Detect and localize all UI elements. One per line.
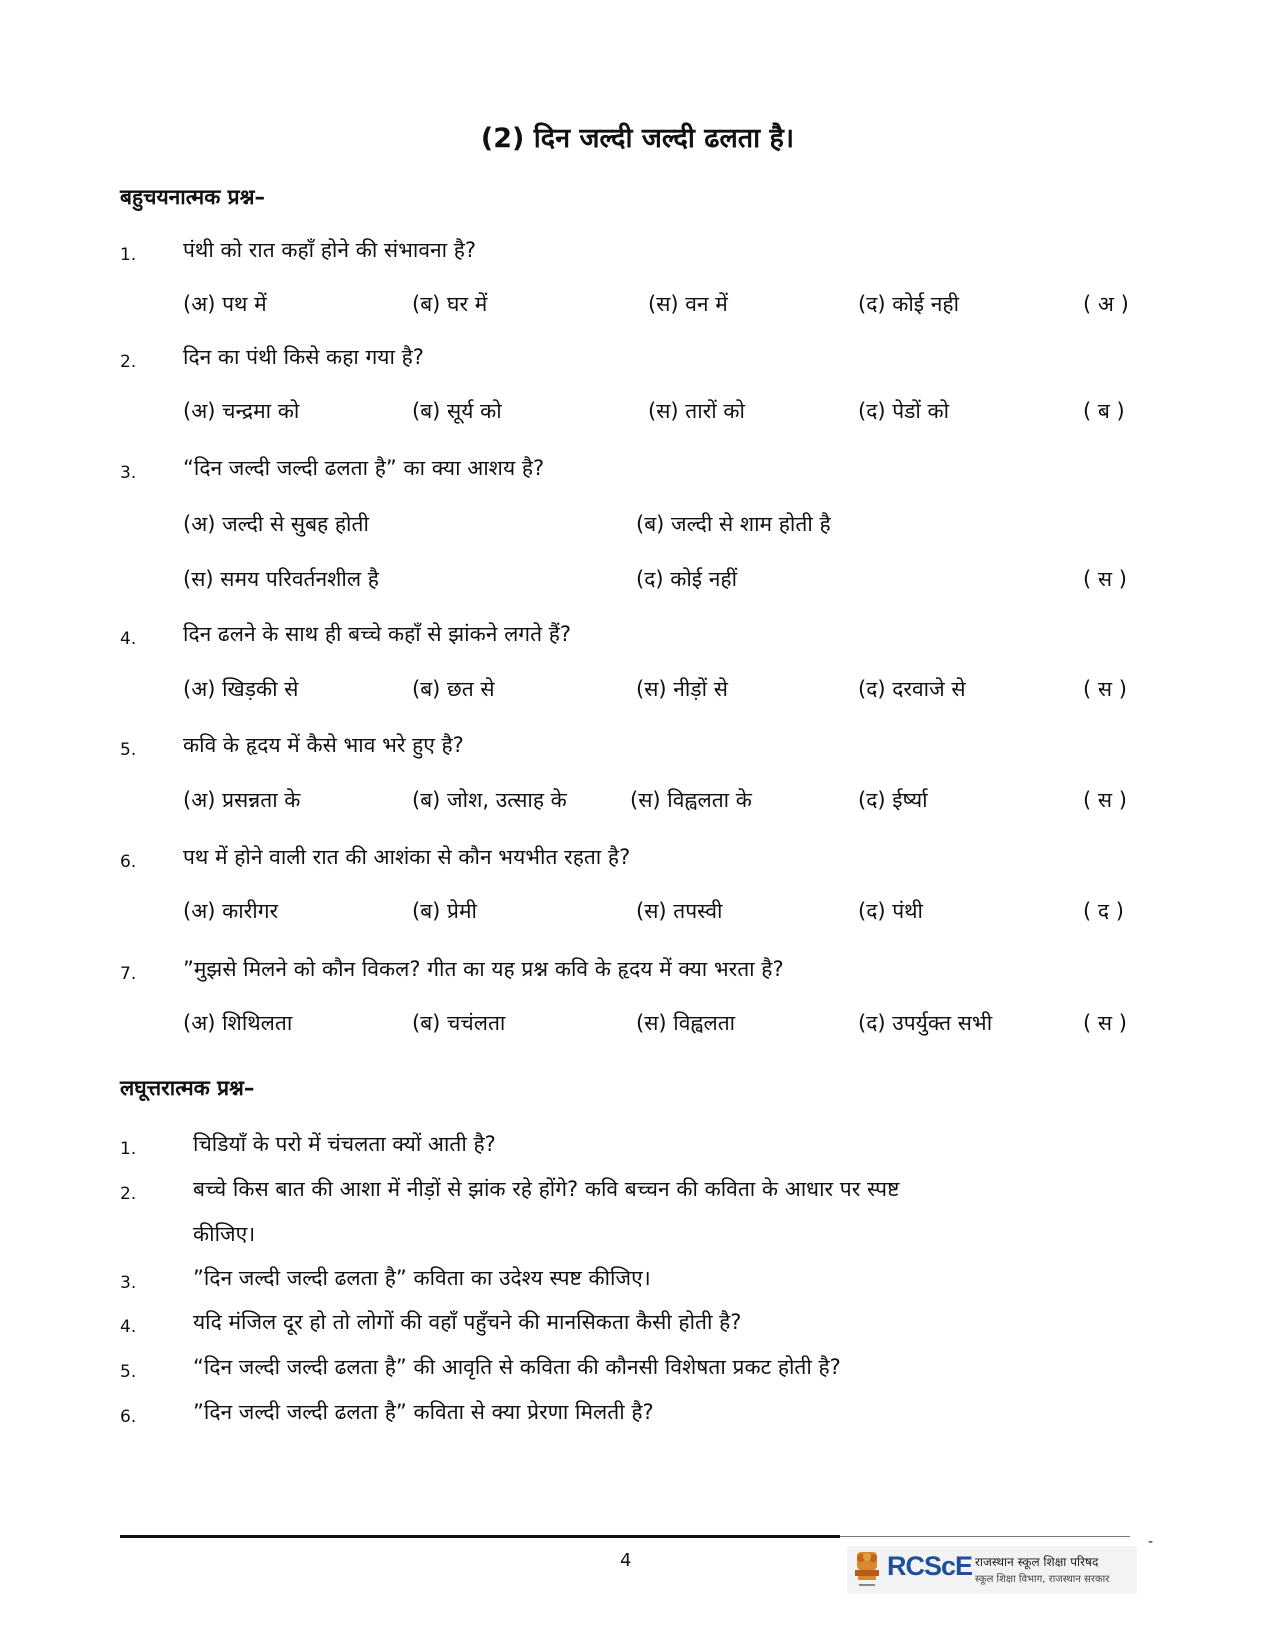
option-d: (द) कोई नहीं	[636, 567, 738, 591]
question-number: 5.	[120, 740, 137, 760]
answer: ( स )	[1083, 677, 1127, 701]
question-number: 7.	[120, 964, 137, 984]
question-text: यदि मंजिल दूर हो तो लोगों की वहाँ पहुँचने की मानसिकता कैसी होती है?	[193, 1310, 742, 1334]
question-text: पथ में होने वाली रात की आशंका से कौन भयभीत रहता है?	[183, 845, 631, 869]
question-number: 6.	[120, 852, 137, 872]
mcq-heading: बहुचयनात्मक प्रश्न–	[120, 185, 265, 209]
question-text: “दिन जल्दी जल्दी ढलता है” की आवृति से कविता की कौनसी विशेषता प्रकट होती है?	[193, 1355, 841, 1379]
logo-dept-name: स्कूल शिक्षा विभाग, राजस्थान सरकार	[975, 1574, 1110, 1585]
option-c: (स) तपस्वी	[636, 899, 723, 923]
question-number: 1.	[120, 245, 137, 265]
short-answer-heading: लघूत्तरात्मक प्रश्न–	[120, 1076, 255, 1100]
question-text: दिन ढलने के साथ ही बच्चे कहाँ से झांकने लगते हैं?	[183, 622, 572, 646]
answer: ( स )	[1083, 788, 1127, 812]
option-a: (अ) जल्दी से सुबह होती	[183, 512, 369, 536]
question-number: 2.	[120, 352, 137, 372]
footer-dash: -	[1148, 1534, 1154, 1550]
option-c: (स) वन में	[648, 292, 728, 316]
option-b: (ब) प्रेमी	[412, 899, 477, 923]
option-a: (अ) कारीगर	[183, 899, 279, 923]
option-c: (स) नीड़ों से	[636, 677, 728, 701]
question-text: ”मुझसे मिलने को कौन विकल? गीत का यह प्रश्न कवि के हृदय में क्या भरता है?	[183, 957, 784, 981]
question-number: 4.	[120, 629, 137, 649]
option-a: (अ) चन्द्रमा को	[183, 399, 300, 423]
option-c: (स) समय परिवर्तनशील है	[183, 567, 379, 591]
question-number: 3.	[120, 1273, 137, 1293]
logo-wordmark: RCScE	[887, 1551, 973, 1581]
state-emblem-icon	[849, 1548, 885, 1592]
logo-org-name: राजस्थान स्कूल शिक्षा परिषद	[975, 1555, 1099, 1569]
option-d: (द) पंथी	[858, 899, 923, 923]
answer: ( अ )	[1083, 292, 1129, 316]
option-a: (अ) पथ में	[183, 292, 267, 316]
question-text: ”दिन जल्दी जल्दी ढलता है” कविता से क्या प्रेरणा मिलती है?	[193, 1400, 654, 1424]
option-a: (अ) प्रसन्नता के	[183, 788, 301, 812]
option-d: (द) कोई नही	[858, 292, 960, 316]
question-number: 3.	[120, 463, 137, 483]
question-number: 4.	[120, 1317, 137, 1337]
footer-rule	[120, 1535, 840, 1538]
question-text: दिन का पंथी किसे कहा गया है?	[183, 345, 424, 369]
option-a: (अ) शिथिलता	[183, 1011, 293, 1035]
option-d: (द) पेडों को	[858, 399, 950, 423]
page-number: 4	[620, 1550, 632, 1571]
option-b: (ब) छत से	[412, 677, 495, 701]
answer: ( स )	[1083, 1011, 1127, 1035]
question-number: 1.	[120, 1139, 137, 1159]
option-c: (स) तारों को	[648, 399, 745, 423]
question-text: कवि के हृदय में कैसे भाव भरे हुए है?	[183, 733, 464, 757]
option-b: (ब) घर में	[412, 292, 488, 316]
option-d: (द) दरवाजे से	[858, 677, 966, 701]
option-b: (ब) जोश, उत्साह के	[412, 788, 567, 812]
question-number: 2.	[120, 1184, 137, 1204]
answer: ( ब )	[1083, 399, 1125, 423]
option-a: (अ) खिड़की से	[183, 677, 299, 701]
option-c: (स) विह्वलता के	[630, 788, 752, 812]
question-number: 5.	[120, 1362, 137, 1382]
answer: ( द )	[1083, 899, 1124, 923]
option-b: (ब) जल्दी से शाम होती है	[636, 512, 831, 536]
question-text: बच्चे किस बात की आशा में नीड़ों से झांक रहे होंगे? कवि बच्चन की कविता के आधार पर स्पष्ट	[193, 1177, 900, 1201]
question-text: “दिन जल्दी जल्दी ढलता है” का क्या आशय है?	[183, 456, 545, 480]
question-text: चिडियाँ के परो में चंचलता क्यों आती है?	[193, 1132, 496, 1156]
question-text: ”दिन जल्दी जल्दी ढलता है” कविता का उदेश्य स्पष्ट कीजिए।	[193, 1266, 651, 1290]
answer: ( स )	[1083, 567, 1127, 591]
question-number: 6.	[120, 1407, 137, 1427]
option-b: (ब) चचंलता	[412, 1011, 506, 1035]
footer-rule-thin	[840, 1536, 1130, 1537]
page-title: (2) दिन जल्दी जल्दी ढलता है।	[480, 123, 795, 154]
option-b: (ब) सूर्य को	[412, 399, 502, 423]
question-text: पंथी को रात कहाँ होने की संभावना है?	[183, 238, 477, 262]
question-text-continued: कीजिए।	[193, 1222, 256, 1246]
option-c: (स) विह्वलता	[636, 1011, 736, 1035]
option-d: (द) ईर्ष्या	[858, 788, 928, 812]
option-d: (द) उपर्युक्त सभी	[858, 1011, 993, 1035]
